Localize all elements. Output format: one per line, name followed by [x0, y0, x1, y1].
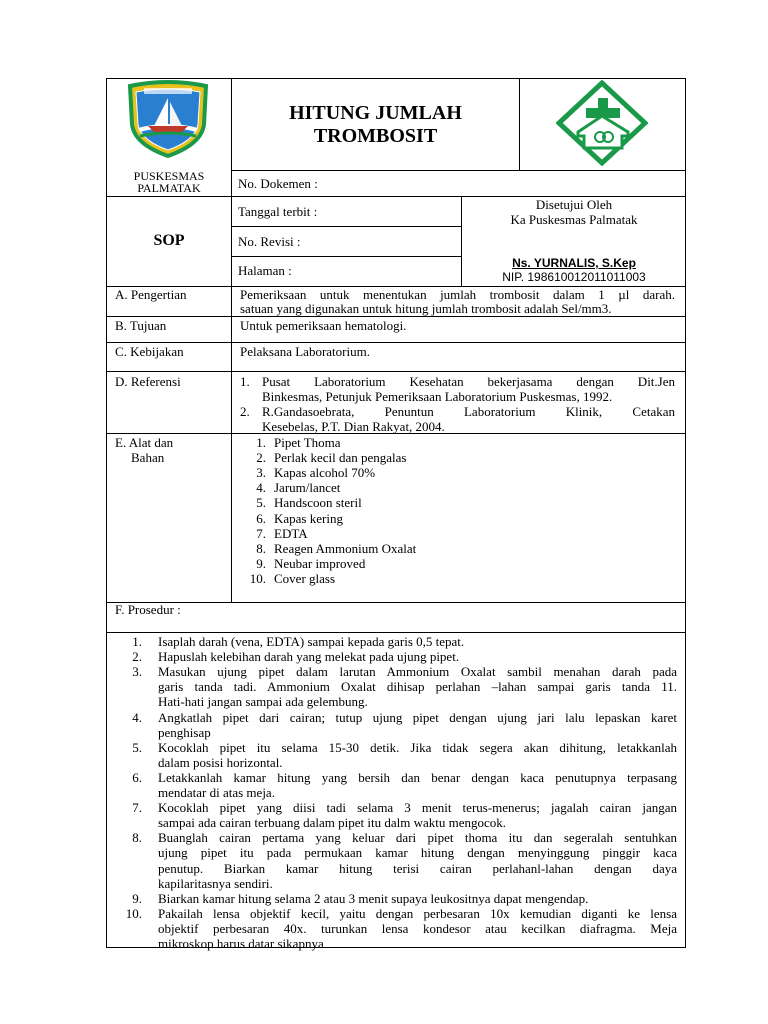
prosedur-step-line: ujung pipet itu pada permukaan kamar hitung dengan menyinggung pinggir kaca	[158, 845, 677, 861]
puskesmas-logo-icon	[556, 80, 648, 166]
prosedur-step-num: 4.	[132, 709, 142, 725]
section-label-tujuan: B. Tujuan	[115, 318, 167, 333]
divider	[106, 371, 686, 372]
referensi-item-line: Binkesmas, Petunjuk Pemeriksaan Laboratorium Puskesmas, 1992.	[262, 389, 613, 404]
alat-item-text: Jarum/lancet	[274, 480, 341, 496]
approver-nip: NIP. 198610012011011003	[502, 270, 646, 284]
referensi-num: 2.	[240, 404, 250, 419]
alat-item-num: 6.	[256, 510, 266, 526]
prosedur-step-line: mendatar di atas meja.	[158, 785, 275, 800]
alat-item-num: 9.	[256, 555, 266, 571]
alat-item-num: 10.	[249, 570, 266, 586]
alat-item	[258, 450, 406, 465]
prosedur-step-line: Hapuslah kelebihan darah yang melekat pada ujung pipet.	[158, 649, 460, 665]
divider	[106, 342, 686, 343]
prosedur-step-line: penghisap	[158, 724, 211, 740]
alat-item-num: 2.	[256, 450, 266, 466]
section-label-kebijakan: C. Kebijakan	[115, 344, 184, 359]
org-name-line1: PUSKESMAS	[133, 169, 205, 183]
alat-item-num: 4.	[256, 480, 266, 496]
divider	[231, 286, 232, 603]
divider	[519, 78, 520, 170]
prosedur-step-line: penutup. Biarkan kamar hitung terisi cairan perlahanl-lahan dengan daya	[158, 860, 677, 876]
approved-by-line1: Disetujui Oleh	[535, 197, 613, 212]
section-label-alat: E. Alat dan	[115, 435, 174, 450]
doc-no-label: No. Dokemen :	[238, 176, 318, 191]
prosedur-step-line: Biarkan kamar hitung selama 2 atau 3 menit supaya leukositnya dapat mengendap.	[158, 890, 589, 906]
prosedur-step-line: dalam posisi horizontal.	[158, 754, 283, 770]
pengertian-line2: satuan yang digunakan untuk hitung jumlah trombosit adalah Sel/mm3.	[240, 301, 612, 316]
alat-item	[258, 495, 362, 510]
prosedur-step-num: 1.	[132, 634, 142, 649]
section-label-prosedur: F. Prosedur :	[115, 602, 181, 617]
alat-item	[249, 570, 336, 586]
alat-item-text: Perlak kecil dan pengalas	[274, 450, 407, 466]
section-label-pengertian: A. Pengertian	[115, 287, 187, 302]
approved-by-line2: Ka Puskesmas Palmatak	[510, 212, 638, 227]
referensi-num: 1.	[240, 374, 250, 389]
alat-item-text: Kapas alcohol 70%	[274, 465, 376, 481]
prosedur-step-line: garis tanda tadi. Ammonium Oxalat dihisap perlahan –lahan sampai garis tanda 11.	[158, 679, 677, 695]
approver-name: Ns. YURNALIS, S.Kep	[512, 256, 636, 270]
divider	[231, 226, 461, 227]
table-border-top	[106, 78, 686, 79]
prosedur-step-num: 5.	[132, 739, 142, 755]
alat-item	[258, 435, 341, 450]
table-border-left	[106, 78, 107, 948]
alat-item-text: Kapas kering	[274, 510, 343, 526]
alat-item-num: 7.	[256, 525, 266, 541]
alat-item-num: 8.	[256, 540, 266, 556]
issue-date-label: Tanggal terbit :	[238, 204, 318, 219]
title-line1: HITUNG JUMLAH	[289, 102, 462, 124]
prosedur-step-line: Letakkanlah kamar hitung yang bersih dan benar dengan kaca penutupnya terpasang	[158, 769, 677, 785]
alat-item	[258, 526, 308, 541]
alat-item	[258, 465, 375, 480]
kebijakan-text: Pelaksana Laboratorium.	[240, 344, 370, 359]
pengertian-line1: Pemeriksaan untuk menentukan jumlah trombosit dalam 1 µl darah.	[240, 287, 675, 302]
prosedur-step-num: 7.	[132, 800, 142, 816]
prosedur-step-num: 3.	[132, 664, 142, 680]
alat-item-text: Neubar improved	[274, 555, 366, 571]
alat-item	[258, 556, 365, 571]
prosedur-step-line: Angkatlah pipet dari cairan; tutup ujung pipet dengan ujung jari lalu lepaskan karet	[158, 709, 677, 725]
divider	[106, 316, 686, 317]
alat-item	[258, 541, 416, 556]
prosedur-step-num: 10.	[125, 905, 142, 921]
referensi-item-line: Kesebelas, P.T. Dian Rakyat, 2004.	[262, 419, 445, 434]
divider	[106, 602, 686, 603]
prosedur-step-line: Isaplah darah (vena, EDTA) sampai kepada garis 0,5 tepat.	[158, 634, 465, 649]
divider	[231, 170, 686, 171]
prosedur-step-line: Hati-hati jangan sampai ada gelembung.	[158, 694, 368, 710]
divider	[106, 632, 686, 633]
prosedur-step-num: 6.	[132, 769, 142, 785]
prosedur-step-num: 2.	[132, 649, 142, 665]
alat-item-text: Handscoon steril	[274, 495, 362, 511]
prosedur-step-line: Kocoklah pipet itu selama 15-30 detik. Jika tidak segera akan dihitung, letakkanlah	[158, 739, 677, 755]
prosedur-step-num: 8.	[132, 830, 142, 846]
alat-item	[258, 511, 343, 526]
regional-emblem-icon	[124, 80, 212, 158]
page-label: Halaman :	[238, 263, 292, 278]
referensi-item-line: R.Gandasoebrata, Penuntun Laboratorium Klinik, Cetakan	[262, 404, 675, 419]
prosedur-step-line: Buanglah cairan pertama yang keluar dari pipet thoma itu dan segeralah sentuhkan	[158, 830, 677, 846]
divider	[231, 256, 461, 257]
prosedur-step-num: 9.	[132, 890, 142, 906]
prosedur-step-line: sampai ada cairan terbuang dalam pipet itu dalm waktu mengocok.	[158, 815, 506, 831]
section-label-referensi: D. Referensi	[115, 374, 181, 389]
section-label-alat-line2: Bahan	[131, 450, 165, 465]
alat-item	[258, 480, 340, 495]
sop-label: SOP	[153, 232, 185, 249]
prosedur-step-line: Masukan ujung pipet dalam larutan Ammonium Oxalat sambil menahan darah pada	[158, 664, 677, 680]
prosedur-step-line: Kocoklah pipet yang diisi tadi selama 3 menit terus-menerus; jagalah cairan jangan	[158, 800, 677, 816]
prosedur-step-line: kapilaritasnya sendiri.	[158, 875, 273, 891]
alat-item-text: Reagen Ammonium Oxalat	[274, 540, 417, 556]
alat-item-num: 1.	[256, 435, 266, 450]
prosedur-step-line: objektif perbesaran 40x. turunkan lensa kondesor atau kecilkan diafragma. Meja	[158, 920, 677, 936]
alat-item-text: EDTA	[274, 525, 308, 541]
alat-item-num: 3.	[256, 465, 266, 481]
prosedur-step-line: mikroskop harus datar sikapnya	[158, 936, 324, 951]
title-line2: TROMBOSIT	[313, 125, 438, 147]
alat-item-text: Cover glass	[274, 570, 336, 586]
alat-item-num: 5.	[256, 495, 266, 511]
revision-label: No. Revisi :	[238, 234, 301, 249]
alat-item-text: Pipet Thoma	[274, 435, 341, 450]
prosedur-step-line: Pakailah lensa objektif kecil, yaitu dengan perbesaran 10x kemudian diganti ke lensa	[158, 905, 677, 921]
referensi-item-line: Pusat Laboratorium Kesehatan bekerjasama dengan Dit.Jen	[262, 374, 675, 389]
org-name-line2: PALMATAK	[137, 181, 201, 195]
tujuan-text: Untuk pemeriksaan hematologi.	[240, 318, 407, 333]
